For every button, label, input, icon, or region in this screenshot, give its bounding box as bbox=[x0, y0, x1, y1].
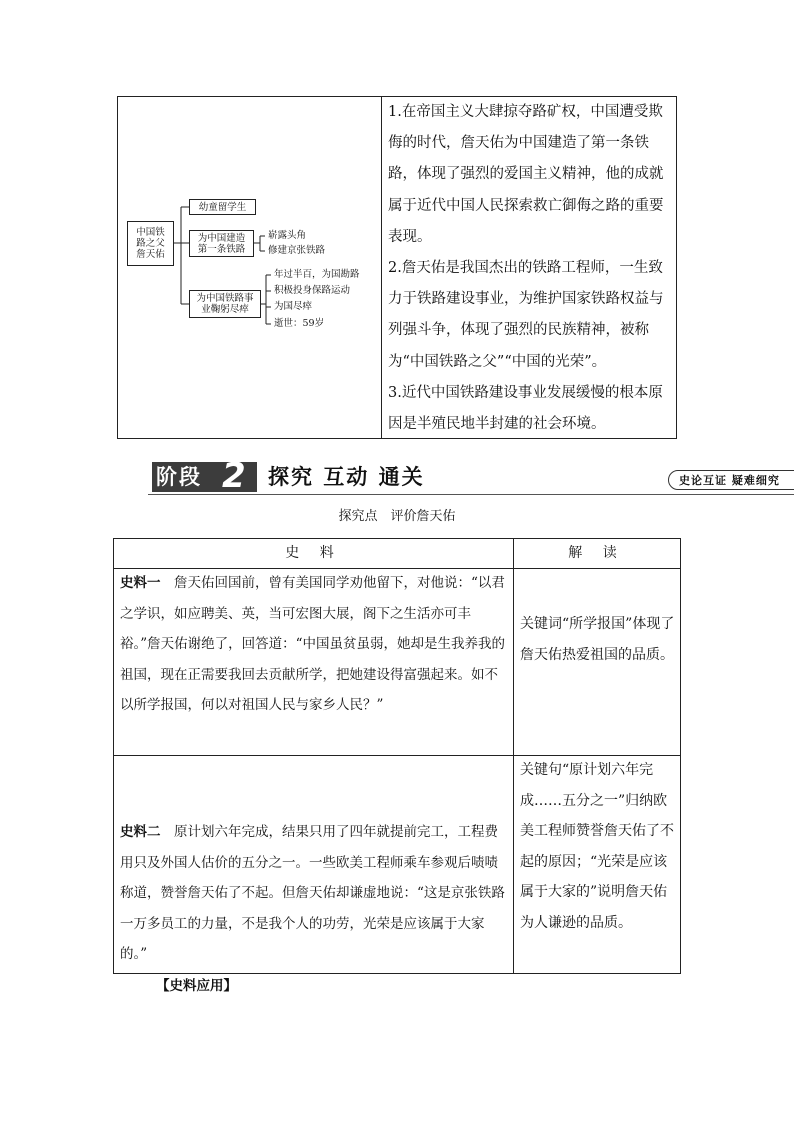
analysis-table bbox=[113, 538, 681, 974]
stage-title: 探究 互动 通关 bbox=[268, 464, 425, 489]
summary-points bbox=[388, 97, 672, 440]
mindmap-leaf: 年过半百，为国勘路 bbox=[274, 269, 360, 280]
mindmap-leaf: 崭露头角 bbox=[268, 230, 307, 241]
header-interpretation: 解 读 bbox=[568, 545, 625, 561]
summary-point: 2.詹天佑是我国杰出的铁路工程师，一生致力于铁路建设事业，为维护国家铁路权益与列强斗争，体现了强烈的民族精神，被称为“中国铁路之父”“中国的光荣”。 bbox=[388, 260, 664, 370]
table-row-source bbox=[120, 817, 506, 970]
table-row-source bbox=[120, 568, 506, 721]
source-label: 史料一 bbox=[120, 575, 161, 591]
application-heading: 【史料应用】 bbox=[156, 978, 237, 994]
summary-table bbox=[117, 96, 677, 439]
table-column-divider bbox=[513, 539, 514, 973]
summary-divider bbox=[381, 97, 382, 438]
mindmap-leaf: 为国尽瘁 bbox=[274, 301, 313, 312]
mindmap-branch-dedication: 为中国铁路事 业鞠躬尽瘁 bbox=[189, 290, 261, 318]
mindmap-root: 中国铁 路之父 詹天佑 bbox=[127, 221, 174, 266]
mindmap-leaf: 逝世：59岁 bbox=[274, 318, 325, 329]
stage-tag bbox=[152, 456, 257, 496]
mindmap bbox=[118, 97, 381, 440]
stage-tag-label: 阶段 bbox=[156, 465, 202, 489]
header-source: 史 料 bbox=[285, 545, 342, 561]
summary-point: 3.近代中国铁路建设事业发展缓慢的根本原因是半殖民地半封建的社会环境。 bbox=[388, 384, 663, 433]
section-title: 探究点 评价詹天佑 bbox=[338, 509, 456, 524]
mindmap-leaf: 修建京张铁路 bbox=[268, 245, 326, 256]
source-label: 史料二 bbox=[120, 824, 161, 840]
source-text: 原计划六年完成，结果只用了四年就提前完工，工程费用只及外国人估价的五分之一。一些欧美工程师乘车参观后啧啧称道，赞誉詹天佑了不起。但詹天佑却谦虚地说：“这是京张铁路一万多员工的力量，不是我个人的功劳，光荣是应该属于大家的。” bbox=[120, 824, 505, 962]
mindmap-branch-study-abroad: 幼童留学生 bbox=[189, 199, 256, 215]
summary-point: 1.在帝国主义大肆掠夺路矿权，中国遭受欺侮的时代，詹天佑为中国建造了第一条铁路，体现了强烈的爱国主义精神，他的成就属于近代中国人民探索救亡御侮之路的重要表现。 bbox=[388, 104, 664, 245]
source-text: 詹天佑回国前，曾有美国同学劝他留下，对他说：“以君之学识，如应聘美、英，当可宏图大展，阁下之生活亦可丰裕。”詹天佑谢绝了，回答道：“中国虽贫虽弱，她却是生我养我的祖国，现在正需要我回去贡献所学，把她建设得富强起来。如不以所学报国，何以对祖国人民与家乡人民？” bbox=[120, 575, 506, 713]
mindmap-branch-first-railway: 为中国建造 第一条铁路 bbox=[189, 230, 254, 257]
stage-number: 2 bbox=[222, 456, 248, 496]
mindmap-leaf: 积极投身保路运动 bbox=[274, 285, 351, 296]
table-row-interpretation: 关键词“所学报国”体现了詹天佑热爱祖国的品质。 bbox=[520, 616, 675, 663]
stage-slogan: 史论互证 疑难细究 bbox=[668, 470, 794, 490]
table-row-interpretation: 关键句“原计划六年完成……五分之一”归纳欧美工程师赞誉詹天佑了不起的原因；“光荣是应该属于大家的”说明詹天佑为人谦逊的品质。 bbox=[520, 762, 674, 931]
stage-banner bbox=[148, 458, 794, 498]
